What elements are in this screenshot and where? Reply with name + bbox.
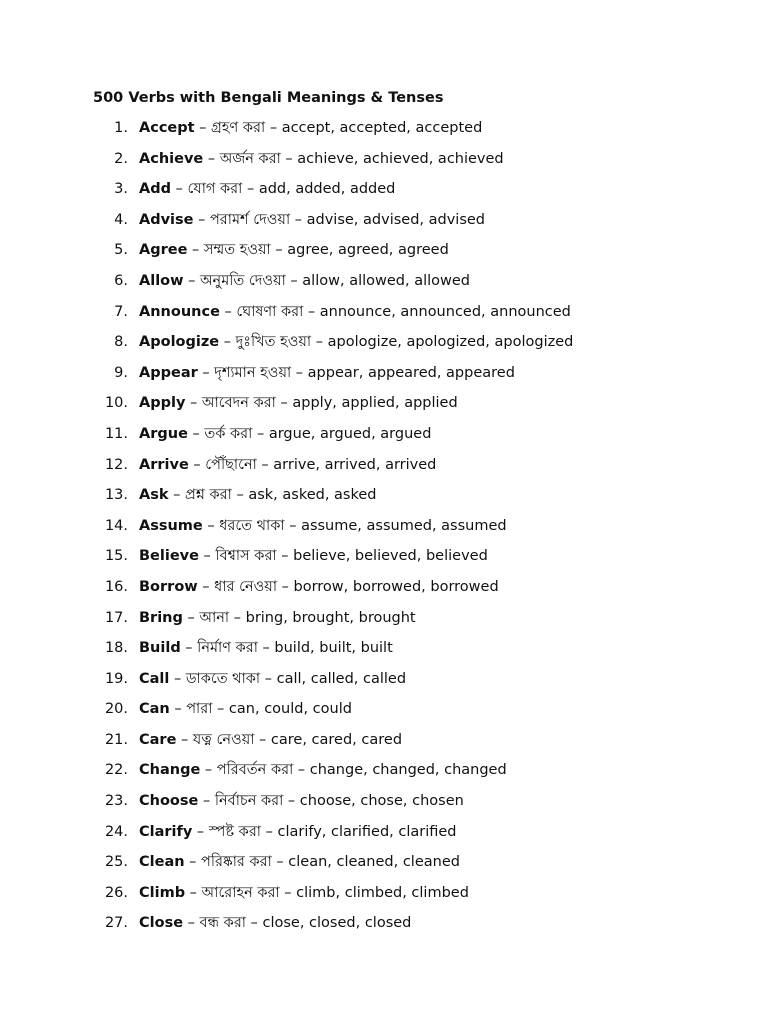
separator-dash: – bbox=[198, 793, 215, 810]
verb-word: Agree bbox=[139, 242, 188, 259]
list-entry bbox=[139, 149, 504, 169]
bengali-meaning: অর্জন করা bbox=[219, 150, 281, 167]
verb-tenses: add, added, added bbox=[258, 181, 396, 198]
verb-word: Apply bbox=[139, 395, 186, 412]
separator-dash: – bbox=[198, 548, 216, 565]
list-entry bbox=[139, 393, 458, 413]
verb-tenses: bring, brought, brought bbox=[245, 609, 416, 626]
separator-dash: – bbox=[187, 242, 204, 259]
separator-dash: – bbox=[197, 578, 215, 595]
separator-dash: – bbox=[261, 823, 278, 840]
list-item bbox=[0, 455, 768, 486]
list-item bbox=[0, 118, 768, 149]
bengali-meaning: ডাকতে থাকা bbox=[185, 670, 261, 687]
separator-dash: – bbox=[219, 303, 237, 320]
separator-dash: – bbox=[246, 915, 263, 932]
list-number: 1. bbox=[114, 120, 128, 136]
list-entry bbox=[139, 240, 449, 260]
verb-tenses: appear, appeared, appeared bbox=[307, 364, 515, 381]
separator-dash: – bbox=[290, 211, 307, 228]
document-title: 500 Verbs with Bengali Meanings & Tenses bbox=[93, 90, 444, 106]
verb-tenses: achieve, achieved, achieved bbox=[297, 150, 504, 167]
verb-word: Announce bbox=[139, 303, 220, 320]
list-item bbox=[0, 516, 768, 547]
separator-dash: – bbox=[219, 334, 236, 351]
list-number: 13. bbox=[104, 487, 128, 504]
list-item bbox=[0, 424, 768, 455]
list-number: 11. bbox=[104, 425, 128, 442]
verb-tenses: ask, asked, asked bbox=[248, 487, 377, 504]
list-entry bbox=[139, 638, 393, 658]
list-number: 10. bbox=[104, 395, 128, 412]
bengali-meaning: গ্রহণ করা bbox=[211, 120, 266, 136]
list-number: 5. bbox=[114, 242, 128, 259]
list-entry bbox=[139, 363, 515, 383]
separator-dash: – bbox=[252, 425, 269, 442]
bengali-meaning: দৃশ্যমান হওয়া bbox=[214, 364, 292, 381]
list-number: 22. bbox=[104, 762, 128, 779]
separator-dash: – bbox=[183, 272, 200, 289]
separator-dash: – bbox=[291, 364, 308, 381]
bengali-meaning: যোগ করা bbox=[187, 181, 243, 198]
list-item bbox=[0, 332, 768, 363]
list-number: 27. bbox=[104, 915, 128, 932]
separator-dash: – bbox=[183, 915, 200, 932]
list-item bbox=[0, 883, 768, 914]
list-entry bbox=[139, 485, 377, 505]
list-entry bbox=[139, 271, 470, 291]
bengali-meaning: ঘোষণা করা bbox=[236, 303, 304, 320]
bengali-meaning: আরোহন করা bbox=[201, 884, 280, 901]
verb-list bbox=[0, 118, 768, 944]
list-number: 7. bbox=[114, 303, 128, 320]
list-item bbox=[0, 149, 768, 180]
separator-dash: – bbox=[279, 884, 297, 901]
separator-dash: – bbox=[185, 884, 202, 901]
list-item bbox=[0, 791, 768, 822]
verb-word: Choose bbox=[139, 793, 199, 810]
list-number: 23. bbox=[104, 793, 128, 810]
separator-dash: – bbox=[283, 793, 300, 810]
list-item bbox=[0, 608, 768, 639]
bengali-meaning: তর্ক করা bbox=[204, 425, 253, 442]
verb-word: Call bbox=[139, 670, 170, 687]
verb-word: Argue bbox=[139, 425, 188, 442]
verb-word: Can bbox=[139, 701, 170, 718]
separator-dash: – bbox=[170, 181, 188, 198]
list-item bbox=[0, 271, 768, 302]
bengali-meaning: স্পষ্ট করা bbox=[208, 823, 262, 840]
list-item bbox=[0, 210, 768, 241]
list-item bbox=[0, 546, 768, 577]
verb-tenses: call, called, called bbox=[276, 670, 407, 687]
bengali-meaning: প্রশ্ন করা bbox=[184, 487, 232, 504]
separator-dash: – bbox=[192, 823, 209, 840]
separator-dash: – bbox=[180, 640, 198, 657]
separator-dash: – bbox=[197, 364, 215, 381]
verb-word: Assume bbox=[139, 517, 203, 534]
list-entry bbox=[139, 516, 507, 536]
verb-word: Add bbox=[139, 181, 171, 198]
list-entry bbox=[139, 118, 482, 138]
separator-dash: – bbox=[271, 854, 289, 871]
list-number: 19. bbox=[104, 670, 128, 687]
separator-dash: – bbox=[260, 670, 277, 687]
separator-dash: – bbox=[231, 487, 249, 504]
list-entry bbox=[139, 669, 406, 689]
list-item bbox=[0, 852, 768, 883]
separator-dash: – bbox=[182, 609, 200, 626]
separator-dash: – bbox=[280, 150, 298, 167]
list-number: 14. bbox=[104, 517, 128, 534]
verb-word: Build bbox=[139, 640, 181, 657]
list-number: 15. bbox=[104, 548, 128, 565]
list-entry bbox=[139, 455, 436, 475]
verb-tenses: assume, assumed, assumed bbox=[301, 517, 507, 534]
verb-tenses: change, changed, changed bbox=[309, 762, 507, 779]
verb-tenses: choose, chose, chosen bbox=[299, 793, 464, 810]
list-entry bbox=[139, 699, 352, 719]
verb-tenses: accept, accepted, accepted bbox=[281, 120, 483, 136]
list-item bbox=[0, 577, 768, 608]
verb-word: Accept bbox=[139, 120, 195, 136]
bengali-meaning: নির্বাচন করা bbox=[214, 793, 284, 810]
verb-word: Climb bbox=[139, 884, 186, 901]
verb-tenses: close, closed, closed bbox=[262, 915, 412, 932]
bengali-meaning: আনা bbox=[199, 609, 230, 626]
bengali-meaning: ধরতে থাকা bbox=[219, 517, 285, 534]
separator-dash: – bbox=[194, 120, 212, 136]
list-number: 21. bbox=[104, 731, 128, 748]
list-item bbox=[0, 363, 768, 394]
list-number: 16. bbox=[104, 578, 128, 595]
verb-tenses: clarify, clarified, clarified bbox=[277, 823, 457, 840]
verb-tenses: build, built, built bbox=[274, 640, 393, 657]
verb-word: Clean bbox=[139, 854, 185, 871]
bengali-meaning: পৌঁছানো bbox=[205, 456, 257, 473]
verb-tenses: climb, climbed, climbed bbox=[296, 884, 469, 901]
verb-word: Allow bbox=[139, 272, 184, 289]
separator-dash: – bbox=[187, 425, 205, 442]
list-item bbox=[0, 179, 768, 210]
verb-word: Apologize bbox=[139, 334, 220, 351]
list-item bbox=[0, 669, 768, 700]
list-number: 17. bbox=[104, 609, 128, 626]
list-entry bbox=[139, 332, 573, 352]
verb-word: Borrow bbox=[139, 578, 198, 595]
separator-dash: – bbox=[169, 670, 186, 687]
separator-dash: – bbox=[277, 578, 294, 595]
separator-dash: – bbox=[185, 395, 202, 412]
verb-word: Care bbox=[139, 731, 177, 748]
list-number: 24. bbox=[104, 823, 128, 840]
list-number: 18. bbox=[104, 640, 128, 657]
bengali-meaning: সম্মত হওয়া bbox=[203, 242, 271, 259]
list-entry bbox=[139, 302, 571, 322]
separator-dash: – bbox=[285, 272, 303, 289]
list-item bbox=[0, 240, 768, 271]
list-entry bbox=[139, 883, 469, 903]
list-number: 20. bbox=[104, 701, 128, 718]
list-entry bbox=[139, 210, 485, 230]
list-entry bbox=[139, 577, 499, 597]
list-item bbox=[0, 485, 768, 516]
list-number: 8. bbox=[114, 334, 128, 351]
separator-dash: – bbox=[203, 150, 220, 167]
verb-tenses: announce, announced, announced bbox=[319, 303, 571, 320]
list-entry bbox=[139, 822, 457, 842]
separator-dash: – bbox=[276, 548, 294, 565]
list-item bbox=[0, 638, 768, 669]
bengali-meaning: ধার নেওয়া bbox=[214, 578, 278, 595]
separator-dash: – bbox=[200, 762, 217, 779]
separator-dash: – bbox=[254, 731, 271, 748]
list-entry bbox=[139, 179, 395, 199]
verb-word: Achieve bbox=[139, 150, 204, 167]
list-item bbox=[0, 699, 768, 730]
bengali-meaning: দুঃখিত হওয়া bbox=[235, 334, 312, 351]
separator-dash: – bbox=[168, 487, 185, 504]
list-number: 4. bbox=[114, 211, 128, 228]
bengali-meaning: বন্ধ করা bbox=[199, 915, 247, 932]
list-entry bbox=[139, 852, 460, 872]
list-item bbox=[0, 760, 768, 791]
list-entry bbox=[139, 791, 464, 811]
verb-tenses: borrow, borrowed, borrowed bbox=[293, 578, 499, 595]
separator-dash: – bbox=[202, 517, 220, 534]
verb-tenses: care, cared, cared bbox=[270, 731, 403, 748]
bengali-meaning: পরিষ্কার করা bbox=[201, 854, 272, 871]
bengali-meaning: অনুমতি দেওয়া bbox=[200, 272, 286, 289]
verb-word: Bring bbox=[139, 609, 183, 626]
verb-tenses: argue, argued, argued bbox=[268, 425, 432, 442]
separator-dash: – bbox=[212, 701, 229, 718]
verb-word: Close bbox=[139, 915, 184, 932]
separator-dash: – bbox=[229, 609, 246, 626]
separator-dash: – bbox=[311, 334, 328, 351]
separator-dash: – bbox=[169, 701, 187, 718]
list-item bbox=[0, 393, 768, 424]
verb-tenses: can, could, could bbox=[228, 701, 352, 718]
bengali-meaning: আবেদন করা bbox=[201, 395, 276, 412]
verb-word: Advise bbox=[139, 211, 194, 228]
list-entry bbox=[139, 546, 488, 566]
list-number: 3. bbox=[114, 181, 128, 198]
list-entry bbox=[139, 730, 402, 750]
verb-tenses: apply, applied, applied bbox=[292, 395, 458, 412]
bengali-meaning: যত্ন নেওয়া bbox=[192, 731, 255, 748]
verb-tenses: allow, allowed, allowed bbox=[302, 272, 471, 289]
list-item bbox=[0, 913, 768, 944]
list-number: 2. bbox=[114, 150, 128, 167]
list-number: 26. bbox=[104, 884, 128, 901]
separator-dash: – bbox=[242, 181, 259, 198]
verb-word: Arrive bbox=[139, 456, 189, 473]
verb-word: Appear bbox=[139, 364, 198, 381]
separator-dash: – bbox=[265, 120, 282, 136]
verb-tenses: arrive, arrived, arrived bbox=[273, 456, 437, 473]
list-entry bbox=[139, 424, 431, 444]
bengali-meaning: পরিবর্তন করা bbox=[216, 762, 294, 779]
separator-dash: – bbox=[284, 517, 302, 534]
list-number: 25. bbox=[104, 854, 128, 871]
list-number: 9. bbox=[114, 364, 128, 381]
separator-dash: – bbox=[188, 456, 206, 473]
separator-dash: – bbox=[184, 854, 202, 871]
separator-dash: – bbox=[293, 762, 310, 779]
verb-word: Change bbox=[139, 762, 201, 779]
list-item bbox=[0, 302, 768, 333]
bengali-meaning: নির্মাণ করা bbox=[197, 640, 258, 657]
list-item bbox=[0, 822, 768, 853]
verb-tenses: believe, believed, believed bbox=[293, 548, 488, 565]
verb-word: Clarify bbox=[139, 823, 193, 840]
separator-dash: – bbox=[270, 242, 288, 259]
separator-dash: – bbox=[275, 395, 293, 412]
verb-tenses: clean, cleaned, cleaned bbox=[288, 854, 460, 871]
bengali-meaning: পরামর্শ দেওয়া bbox=[209, 211, 291, 228]
separator-dash: – bbox=[257, 640, 275, 657]
separator-dash: – bbox=[176, 731, 193, 748]
verb-tenses: agree, agreed, agreed bbox=[287, 242, 449, 259]
verb-tenses: apologize, apologized, apologized bbox=[327, 334, 574, 351]
list-number: 6. bbox=[114, 272, 128, 289]
bengali-meaning: পারা bbox=[186, 701, 213, 718]
list-entry bbox=[139, 760, 507, 780]
verb-word: Believe bbox=[139, 548, 199, 565]
list-item bbox=[0, 730, 768, 761]
verb-word: Ask bbox=[139, 487, 169, 504]
separator-dash: – bbox=[256, 456, 274, 473]
list-entry bbox=[139, 608, 416, 628]
list-entry bbox=[139, 913, 411, 933]
verb-tenses: advise, advised, advised bbox=[306, 211, 485, 228]
list-number: 12. bbox=[104, 456, 128, 473]
separator-dash: – bbox=[193, 211, 210, 228]
bengali-meaning: বিশ্বাস করা bbox=[215, 548, 277, 565]
separator-dash: – bbox=[303, 303, 320, 320]
